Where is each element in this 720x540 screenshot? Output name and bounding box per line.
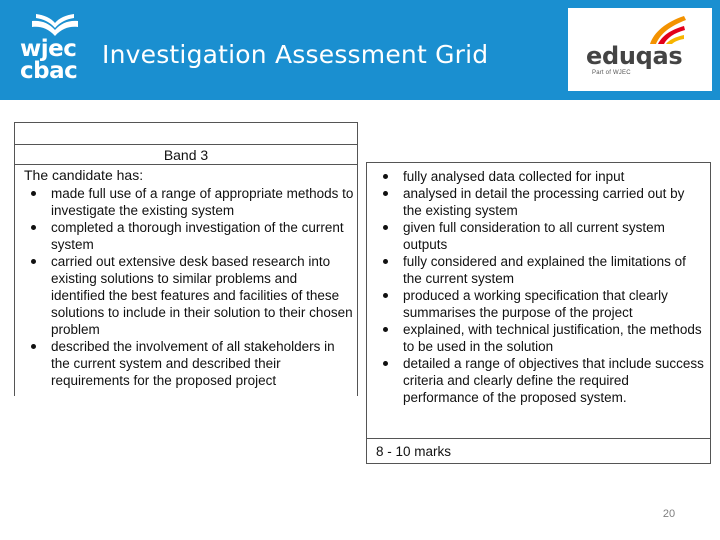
top-rule [14,122,358,123]
list-item-text: explained, with technical justification, the methods to be used in the solution [403,322,702,354]
bullet-icon [383,191,388,196]
bullet-icon [31,259,36,264]
list-item-text: fully analysed data collected for input [403,169,625,184]
logo-text-cbac: cbac [20,58,78,84]
list-item-text: made full use of a range of appropriate methods to investigate the existing system [51,186,354,218]
page-title: Investigation Assessment Grid [102,40,489,69]
bullet-icon [31,191,36,196]
header-rule-top [14,144,358,145]
list-item [24,185,354,219]
list-item-text: completed a thorough investigation of the current system [51,220,344,252]
list-item [376,321,706,355]
band-3-right-column [366,162,711,464]
bullet-icon [383,259,388,264]
list-item [376,185,706,219]
list-item-text: carried out extensive desk based research into existing solutions to similar problems and identified the best features and facilities of these solutions to include in their solution to their chosen problem [51,254,353,337]
eduqas-stripes-icon [644,14,688,44]
bullet-icon [383,225,388,230]
eduqas-subtitle: Part of WJEC [592,70,631,76]
bullet-icon [31,344,36,349]
marks-rule [366,438,711,439]
band-title: Band 3 [163,147,209,163]
list-item [376,253,706,287]
header-banner [0,0,720,100]
right-criteria-list [376,168,706,406]
list-item [24,219,354,253]
bullet-icon [383,361,388,366]
list-item-text: detailed a range of objectives that include success criteria and clearly define the required performance of the proposed system. [403,356,704,405]
list-item [24,338,354,389]
list-item-text: given full consideration to all current system outputs [403,220,665,252]
bullet-icon [31,225,36,230]
list-item [24,253,354,338]
list-item [376,219,706,253]
page-number: 20 [662,508,676,520]
list-item-text: fully considered and explained the limitations of the current system [403,254,686,286]
open-book-icon [30,14,80,38]
candidate-intro: The candidate has: [24,167,144,183]
list-item [376,287,706,321]
eduqas-wordmark: eduqas [586,42,683,70]
bullet-icon [383,174,388,179]
bullet-icon [383,327,388,332]
logo-text-wjec: wjec [20,36,77,62]
list-item [376,355,706,406]
eduqas-logo [568,8,712,91]
wjec-cbac-logo [20,14,92,84]
list-item-text: described the involvement of all stakeholders in the current system and described their requirements for the proposed project [51,339,335,388]
list-item [376,168,706,185]
left-criteria-list [24,185,354,389]
bullet-icon [383,293,388,298]
header-rule-bottom [14,164,358,165]
band-3-left-column [14,122,358,396]
list-item-text: produced a working specification that clearly summarises the purpose of the project [403,288,668,320]
marks-range: 8 - 10 marks [376,444,452,459]
list-item-text: analysed in detail the processing carried out by the existing system [403,186,685,218]
